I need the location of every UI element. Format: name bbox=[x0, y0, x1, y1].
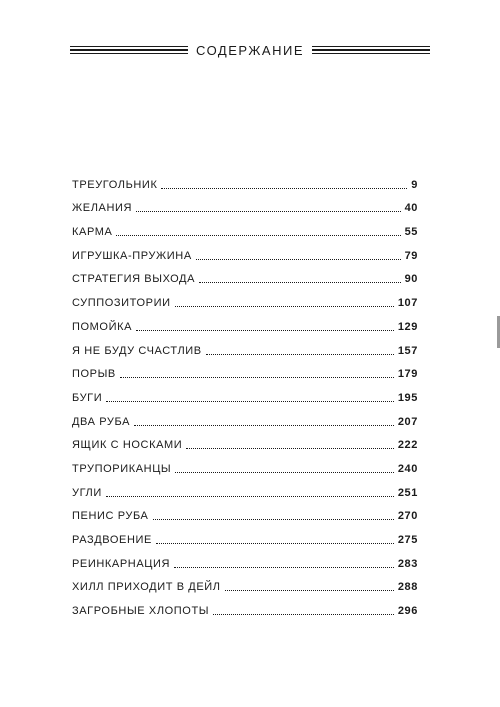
header-right-rules bbox=[312, 46, 430, 55]
header-rule-line bbox=[312, 53, 430, 55]
dot-leader bbox=[213, 614, 394, 615]
dot-leader bbox=[161, 188, 407, 189]
toc-entry-page: 195 bbox=[397, 391, 418, 404]
toc-entry-page: 296 bbox=[397, 605, 418, 618]
toc-entry-title: ЗАГРОБНЫЕ ХЛОПОТЫ bbox=[72, 605, 210, 618]
page-title: СОДЕРЖАНИЕ bbox=[195, 42, 304, 58]
dot-leader bbox=[199, 282, 401, 283]
dot-leader bbox=[134, 425, 394, 426]
toc-entry-title: ПОМОЙКА bbox=[72, 320, 133, 333]
toc-entry-page: 157 bbox=[397, 344, 418, 357]
toc-entry-page: 129 bbox=[397, 320, 418, 333]
toc-entry-title: ПЕНИС РУБА bbox=[72, 510, 149, 523]
dot-leader bbox=[136, 330, 394, 331]
toc-entry-page: 90 bbox=[404, 273, 418, 286]
toc-entry-title: ТРУПОРИКАНЦЫ bbox=[72, 462, 172, 475]
dot-leader bbox=[153, 519, 394, 520]
toc-entry-page: 179 bbox=[397, 368, 418, 381]
toc-entry-page: 9 bbox=[411, 178, 418, 191]
dot-leader bbox=[174, 567, 394, 568]
toc-entry-title: КАРМА bbox=[72, 226, 113, 239]
toc-entry-title: ЖЕЛАНИЯ bbox=[72, 202, 133, 215]
toc-entry-page: 275 bbox=[397, 534, 418, 546]
header-rule-line bbox=[312, 46, 430, 48]
dot-leader bbox=[175, 306, 394, 307]
toc-entry[interactable] bbox=[72, 381, 418, 405]
dot-leader bbox=[106, 496, 394, 497]
toc-entry[interactable] bbox=[72, 192, 418, 216]
toc-entry-page: 107 bbox=[397, 297, 418, 310]
toc-entry-page: 251 bbox=[397, 486, 418, 499]
toc-entry[interactable] bbox=[72, 476, 418, 500]
toc-entry-title: ХИЛЛ ПРИХОДИТ В ДЕЙЛ bbox=[72, 581, 221, 594]
dot-leader bbox=[225, 590, 394, 591]
table-of-contents bbox=[72, 168, 418, 618]
toc-entry-title: РАЗДВОЕНИЕ bbox=[72, 534, 152, 546]
dot-leader bbox=[156, 543, 394, 544]
toc-entry-page: 55 bbox=[404, 226, 418, 239]
header-rule-line bbox=[70, 46, 188, 48]
toc-entry-page: 240 bbox=[397, 462, 418, 475]
toc-entry-title: ИГРУШКА-ПРУЖИНА bbox=[72, 249, 192, 262]
toc-entry-title: СУППОЗИТОРИИ bbox=[72, 297, 171, 310]
toc-entry-title: СТРАТЕГИЯ ВЫХОДА bbox=[72, 273, 196, 286]
header-rule-line bbox=[312, 49, 430, 51]
toc-entry[interactable] bbox=[72, 239, 418, 263]
toc-entry-title: ЯЩИК С НОСКАМИ bbox=[72, 439, 183, 452]
toc-entry-page: 270 bbox=[397, 510, 418, 523]
dot-leader bbox=[136, 211, 401, 212]
toc-entry[interactable] bbox=[72, 310, 418, 334]
toc-entry-title: Я НЕ БУДУ СЧАСТЛИВ bbox=[72, 344, 202, 357]
toc-entry-page: 283 bbox=[397, 557, 418, 570]
toc-entry-title: ДВА РУБА bbox=[72, 415, 131, 428]
toc-entry-page: 79 bbox=[404, 249, 418, 262]
dot-leader bbox=[106, 401, 394, 402]
toc-entry-title: БУГИ bbox=[72, 391, 103, 404]
toc-entry-page: 222 bbox=[397, 439, 418, 452]
toc-entry[interactable] bbox=[72, 358, 418, 382]
toc-entry-page: 207 bbox=[397, 415, 418, 428]
dot-leader bbox=[196, 259, 401, 260]
toc-entry[interactable] bbox=[72, 215, 418, 239]
toc-entry[interactable] bbox=[72, 168, 418, 192]
toc-entry[interactable] bbox=[72, 286, 418, 310]
dot-leader bbox=[206, 354, 394, 355]
toc-entry[interactable] bbox=[72, 594, 418, 618]
toc-entry-page: 40 bbox=[404, 202, 418, 215]
dot-leader bbox=[120, 377, 394, 378]
toc-entry-title: УГЛИ bbox=[72, 486, 102, 499]
toc-entry[interactable] bbox=[72, 452, 418, 476]
header-left-rules bbox=[70, 46, 188, 55]
toc-entry[interactable] bbox=[72, 405, 418, 429]
toc-entry-title: РЕИНКАРНАЦИЯ bbox=[72, 557, 171, 570]
toc-entry[interactable] bbox=[72, 429, 418, 453]
toc-entry[interactable] bbox=[72, 334, 418, 358]
toc-entry-page: 288 bbox=[397, 581, 418, 594]
toc-entry[interactable] bbox=[72, 263, 418, 287]
toc-entry[interactable] bbox=[72, 500, 418, 524]
toc-entry[interactable] bbox=[72, 547, 418, 571]
header-rule-line bbox=[70, 53, 188, 55]
dot-leader bbox=[186, 448, 394, 449]
dot-leader bbox=[116, 235, 400, 236]
dot-leader bbox=[175, 472, 394, 473]
toc-entry[interactable] bbox=[72, 523, 418, 547]
toc-entry[interactable] bbox=[72, 571, 418, 595]
contents-header bbox=[70, 40, 430, 60]
toc-entry-title: ТРЕУГОЛЬНИК bbox=[72, 178, 158, 191]
toc-entry-title: ПОРЫВ bbox=[72, 368, 116, 381]
header-rule-line bbox=[70, 49, 188, 51]
